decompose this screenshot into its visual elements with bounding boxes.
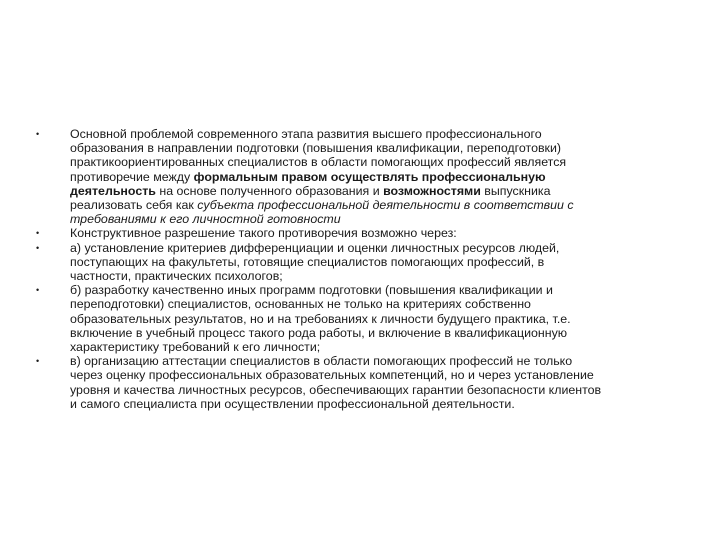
bullet-dot-icon: • xyxy=(36,129,40,139)
text-line xyxy=(70,170,676,184)
text-line xyxy=(70,354,676,368)
bullet-list xyxy=(36,127,676,411)
text-line xyxy=(70,269,676,283)
text-line xyxy=(70,155,676,169)
body-text: образования в направлении подготовки (повышения квалификации, переподготовки) xyxy=(70,141,562,156)
bullet-item xyxy=(36,226,676,240)
italic-text: субъекта профессиональной деятельности в соответствии с xyxy=(197,198,574,213)
body-text: образовательных результатов, но и на требованиях к личности будущего практика, т.е. xyxy=(70,311,571,326)
body-text: в) организацию аттестации специалистов в области помогающих профессий не только xyxy=(70,354,573,369)
text-line xyxy=(70,368,676,382)
body-text: а) установление критериев дифференциации и оценки личностных ресурсов людей, xyxy=(70,240,560,255)
text-line xyxy=(70,255,676,269)
body-text: на основе полученного образования и xyxy=(155,183,384,198)
body-text: переподготовки) специалистов, основанных не только на критериях собственно xyxy=(70,297,531,312)
text-line xyxy=(70,312,676,326)
text-line xyxy=(70,212,676,226)
text-line xyxy=(70,241,676,255)
text-line xyxy=(70,340,676,354)
body-text: Основной проблемой современного этапа развития высшего профессионального xyxy=(70,127,542,141)
bullet-dot-icon: • xyxy=(36,285,40,296)
body-text: через оценку профессиональных образовательных компетенций, но и через установление xyxy=(70,368,594,383)
bold-text: деятельность xyxy=(70,183,156,198)
text-line xyxy=(70,226,676,240)
bullet-item xyxy=(36,127,676,226)
text-line xyxy=(70,184,676,198)
body-text: характеристику требований к его личности; xyxy=(70,340,321,355)
italic-text: требованиями к его личностной готовности xyxy=(70,212,341,227)
text-line xyxy=(70,397,676,411)
body-text: включение в учебный процесс такого рода работы, и включение в квалификационную xyxy=(70,325,568,340)
text-line xyxy=(70,141,676,155)
bold-text: формальным правом осуществлять профессиональную xyxy=(193,169,546,184)
body-text: б) разработку качественно иных программ подготовки (повышения квалификации и xyxy=(70,283,553,298)
bullet-dot-icon: • xyxy=(36,242,40,253)
text-line xyxy=(70,326,676,340)
bullet-item xyxy=(36,241,676,284)
text-line xyxy=(70,383,676,397)
body-text: противоречие между xyxy=(70,169,194,184)
text-line xyxy=(70,283,676,297)
body-text: реализовать себя как xyxy=(70,198,198,213)
body-text: Конструктивное разрешение такого противоречия возможно через: xyxy=(70,226,457,241)
text-line xyxy=(70,127,676,141)
bold-text: возможностями xyxy=(383,183,481,198)
text-line xyxy=(70,198,676,212)
body-text: частности, практических психологов; xyxy=(70,269,283,284)
bullet-item xyxy=(36,283,676,354)
body-text: уровня и качества личностных ресурсов, обеспечивающих гарантии безопасности клиентов xyxy=(70,382,602,397)
body-text: выпускника xyxy=(480,183,551,198)
bullet-item xyxy=(36,354,676,411)
body-text: практикоориентированных специалистов в области помогающих профессий является xyxy=(70,155,567,170)
body-text: поступающих на факультеты, готовящие специалистов помогающих профессий, в xyxy=(70,254,545,269)
bullet-dot-icon: • xyxy=(36,228,40,239)
body-text: и самого специалиста при осуществлении профессиональной деятельности. xyxy=(70,396,515,411)
text-line xyxy=(70,297,676,311)
bullet-dot-icon: • xyxy=(36,356,40,367)
